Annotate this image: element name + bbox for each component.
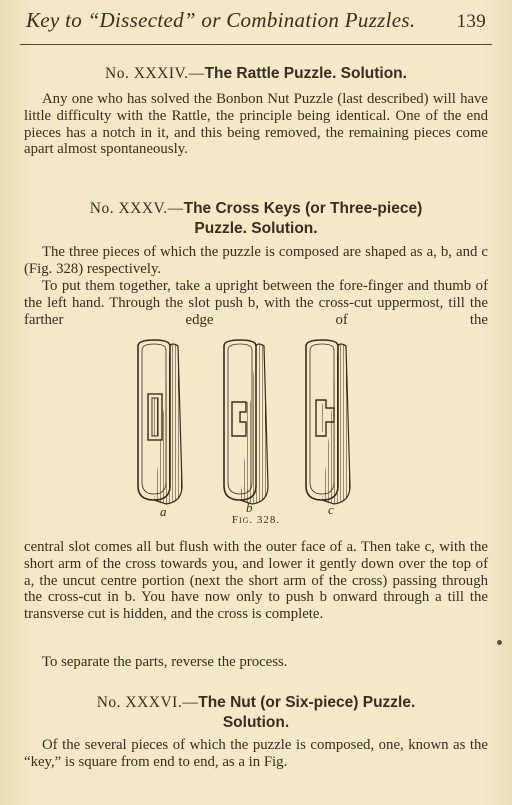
ink-spot xyxy=(497,640,502,645)
section-title-line-2: Puzzle. Solution. xyxy=(194,220,318,237)
figure-label-b: b xyxy=(246,500,253,515)
puzzle-piece-b xyxy=(224,340,268,504)
section-number: No. XXXVI.— xyxy=(96,694,199,711)
figure-label-a: a xyxy=(160,504,167,519)
running-head xyxy=(26,8,486,38)
puzzle-piece-c xyxy=(306,340,350,504)
paragraph: Of the several pieces of which the puzzle is composed, one, known as the “key,” is square from end to end, as a in Fig. xyxy=(24,737,488,770)
section-number: No. XXXIV.— xyxy=(105,65,205,82)
section-title-line-2: Solution. xyxy=(222,714,290,731)
page-number: 139 xyxy=(456,11,486,32)
section-title: The Rattle Puzzle. Solution. xyxy=(204,65,407,82)
paragraph: To separate the parts, reverse the process. xyxy=(42,654,288,670)
paragraph: To put them together, take a upright between the fore-finger and thumb of the left hand. Through the slot push b, with the cross-cut uppermost, till the farther edge of the xyxy=(24,278,488,328)
section-heading-xxxv xyxy=(24,198,488,239)
section-heading-xxxiv xyxy=(24,63,488,84)
figure-caption: Fig. 328. xyxy=(231,514,281,526)
paragraph: The three pieces of which the puzzle is composed are shaped as a, b, and c (Fig. 328) respectively. xyxy=(24,244,488,277)
figure-328 xyxy=(100,336,412,532)
section-number: No. XXXV.— xyxy=(89,200,184,217)
paragraph: Any one who has solved the Bonbon Nut Puzzle (last described) will have little difficulty with the Rattle, the principle being identical. One of the end pieces has a notch in it, and this being removed, the remaining pieces come apart almost spontaneously. xyxy=(24,91,488,158)
section-heading-xxxvi xyxy=(24,692,488,733)
section-title-line-1: The Cross Keys (or Three-piece) xyxy=(183,200,423,217)
paragraph: central slot comes all but flush with the outer face of a. Then take c, with the short arm of the cross towards you, and lower it gently down over the top of a, the uncut centre portion (next the short arm of the cross) passing through the cross-cut in b. You have now only to push b onward through a till the transverse cut is hidden, and the cross is complete. xyxy=(24,539,488,623)
figure-label-c: c xyxy=(328,502,334,517)
header-rule xyxy=(20,44,492,45)
puzzle-piece-a xyxy=(138,340,182,504)
running-head-title: Key to “Dissected” or Combination Puzzles. xyxy=(26,8,416,32)
section-title-line-1: The Nut (or Six-piece) Puzzle. xyxy=(198,694,416,711)
